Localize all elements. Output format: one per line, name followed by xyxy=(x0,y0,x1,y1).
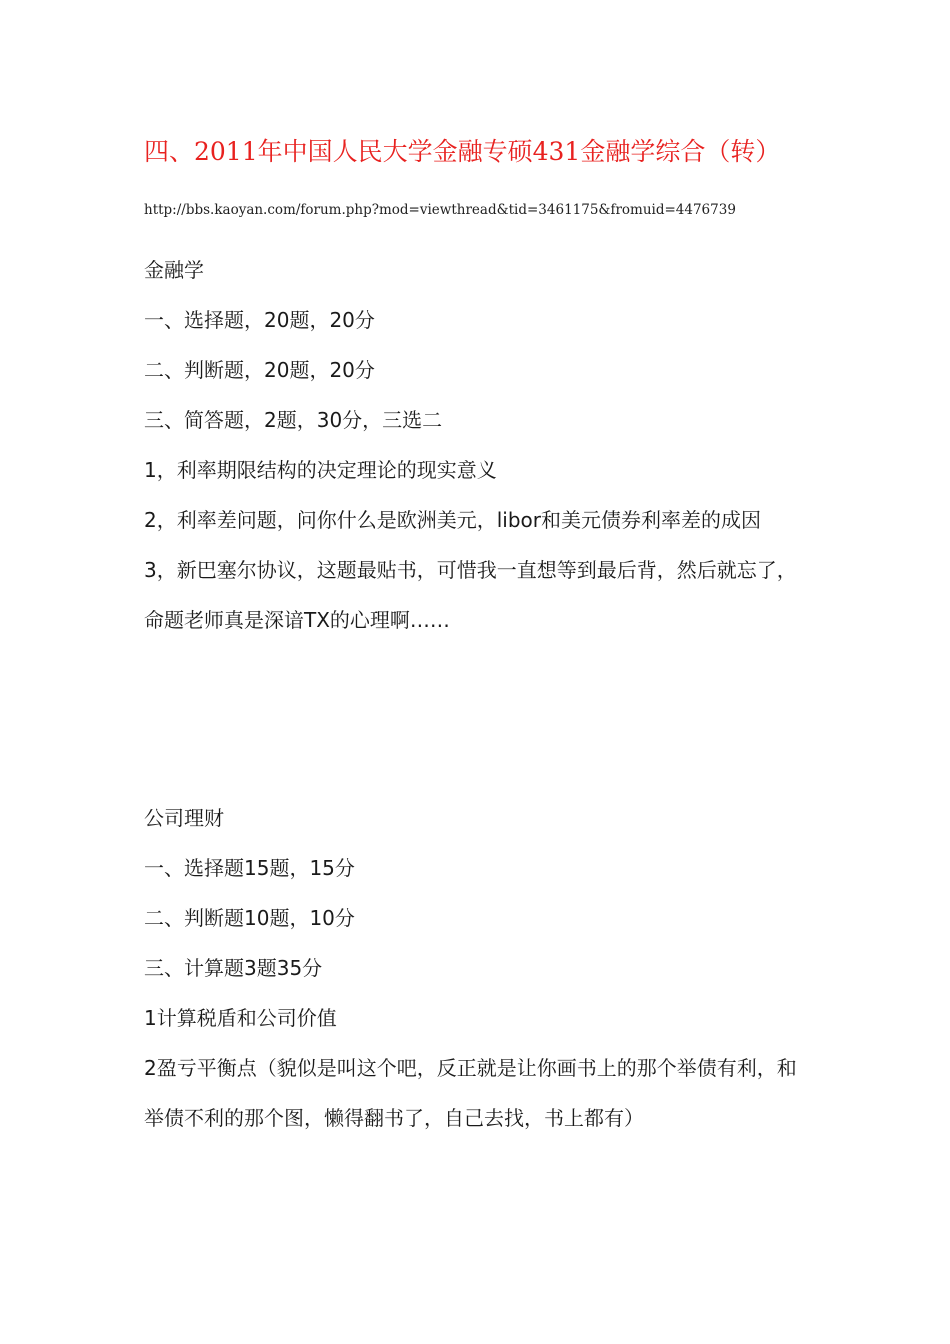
list-item: 2盈亏平衡点（貌似是叫这个吧，反正就是让你画书上的那个举债有利，和举债不利的那个图，懒得翻书了，自己去找，书上都有） xyxy=(144,1056,797,1130)
list-item: 三、简答题，2题，30分，三选二 xyxy=(144,408,443,432)
list-item: 1，利率期限结构的决定理论的现实意义 xyxy=(144,458,497,482)
list-item: 二、判断题，20题，20分 xyxy=(144,358,375,382)
section-corporate-finance xyxy=(144,793,814,1143)
list-item: 一、选择题15题，15分 xyxy=(144,856,355,880)
source-url: http://bbs.kaoyan.com/forum.php?mod=viewthread&tid=3461175&fromuid=4476739 xyxy=(144,202,736,218)
list-item: 3，新巴塞尔协议，这题最贴书，可惜我一直想等到最后背，然后就忘了，命题老师真是深谙TX的心理啊…… xyxy=(144,558,797,632)
list-item: 一、选择题，20题，20分 xyxy=(144,308,375,332)
section-heading: 公司理财 xyxy=(144,806,224,830)
section-finance xyxy=(144,245,814,645)
document-title: 四、2011年中国人民大学金融专硕431金融学综合（转） xyxy=(144,137,781,166)
section-heading: 金融学 xyxy=(144,258,204,282)
list-item: 1计算税盾和公司价值 xyxy=(144,1006,337,1030)
list-item: 2，利率差问题，问你什么是欧洲美元，libor和美元债券利率差的成因 xyxy=(144,508,761,532)
list-item: 二、判断题10题，10分 xyxy=(144,906,355,930)
list-item: 三、计算题3题35分 xyxy=(144,956,323,980)
